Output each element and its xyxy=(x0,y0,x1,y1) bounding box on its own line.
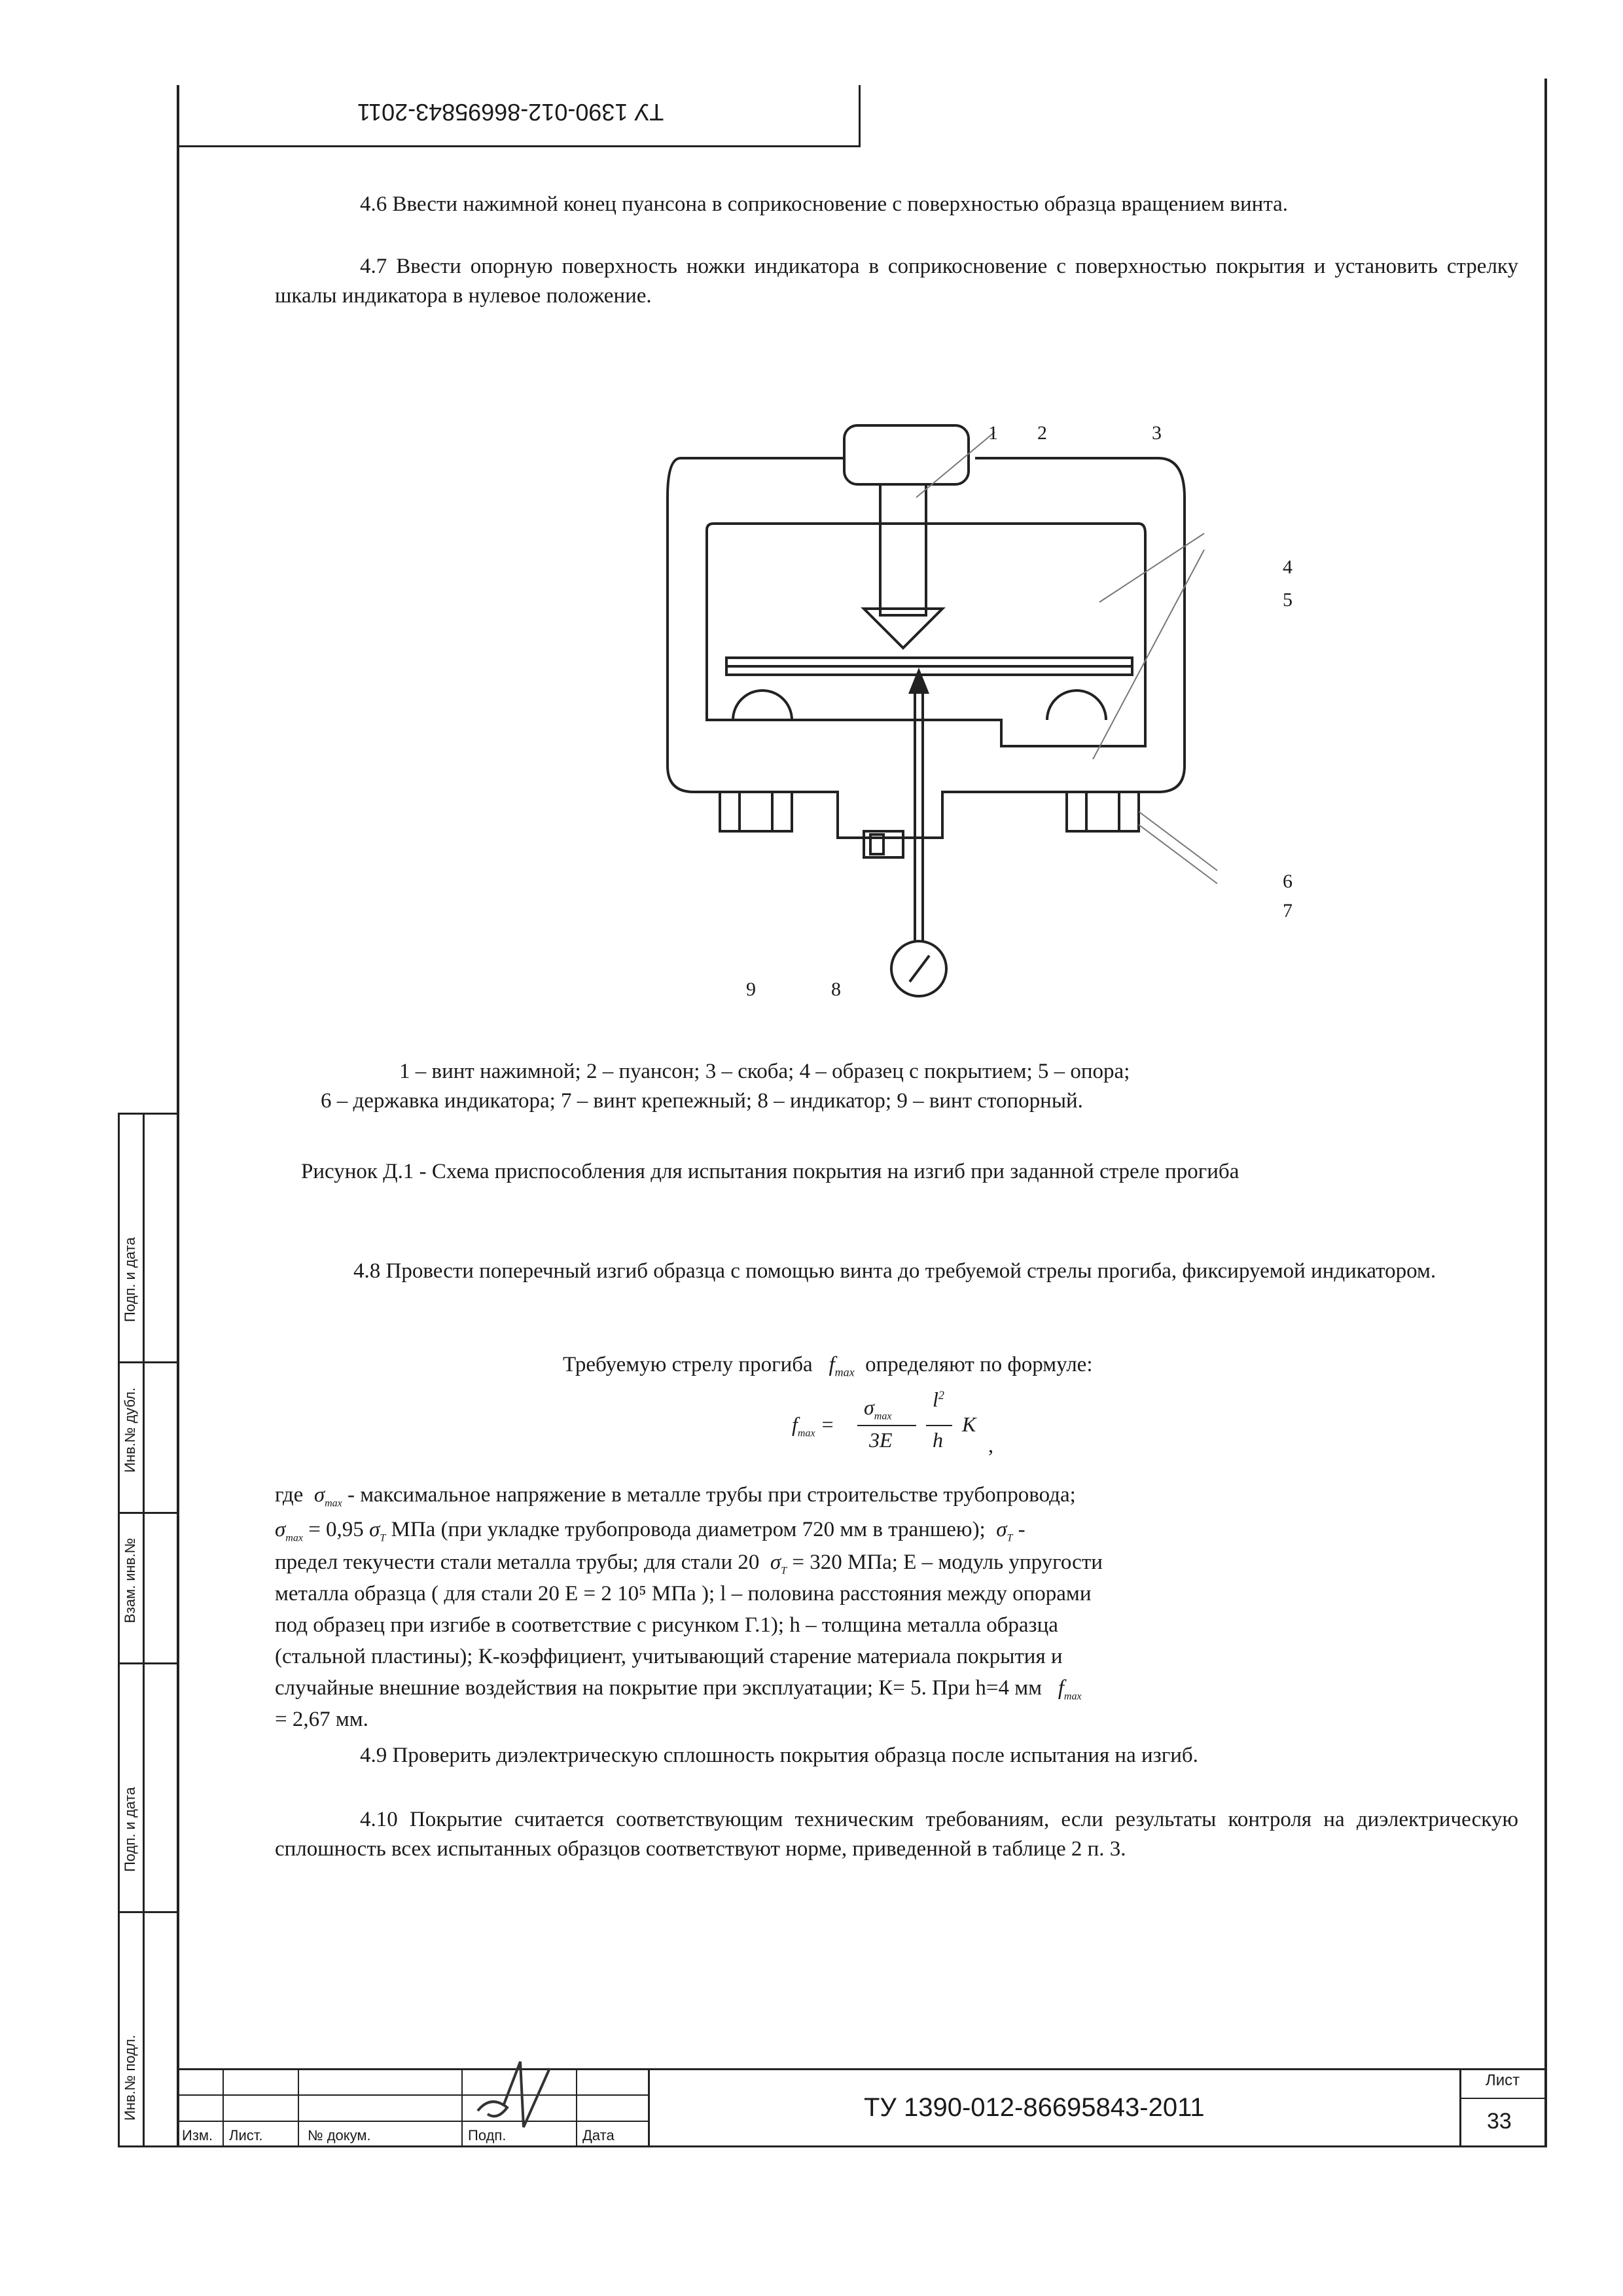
paragraph-4-7-text: 4.7 Ввести опорную поверхность ножки индикатора в соприкосновение с поверхностью покрытия и установить стрелку шкалы индикатора в нулевое положение. xyxy=(275,255,1518,308)
stamp-row-line-2 xyxy=(177,2121,648,2122)
figure-label-8: 8 xyxy=(831,978,841,1000)
paragraph-4-6 xyxy=(275,190,1518,219)
side-stamp-top xyxy=(118,1113,178,1115)
sigma-t-symbol: $\sigma_T$ xyxy=(369,1518,386,1544)
side-label-inv-dubl: Инв.№ дубл. xyxy=(122,1387,138,1473)
where-line-2 xyxy=(275,1515,1518,1553)
formula-intro-symbol: $f_{max}$ xyxy=(829,1353,855,1379)
stamp-label-izm: Изм. xyxy=(182,2127,213,2144)
frame-left-line xyxy=(177,85,179,2147)
side-label-vzam-inv: Взам. инв.№ xyxy=(122,1537,138,1623)
figure-label-1: 1 xyxy=(988,422,998,444)
where-line-1b: - максимальное напряжение в металле трубы при строительстве трубопровода; xyxy=(348,1483,1076,1507)
stamp-top-line xyxy=(177,2068,1547,2070)
stamp-sheet-line xyxy=(1459,2098,1547,2099)
header-box-right xyxy=(859,85,861,147)
deflection-formula: $f_{max}$ = $\sigma_{max}$ 3E $l^2$ h K , xyxy=(792,1388,993,1457)
stamp-label-data: Дата xyxy=(582,2127,615,2144)
side-stamp-left xyxy=(118,1113,120,2147)
paragraph-4-9: 4.9 Проверить диэлектрическую сплошность покрытия образца после испытания на изгиб. xyxy=(360,1744,1198,1767)
frame-bottom-line xyxy=(118,2145,1547,2147)
side-stamp-div-4 xyxy=(118,1911,178,1913)
side-stamp-div-3 xyxy=(118,1662,178,1664)
figure-label-4: 4 xyxy=(1283,556,1293,578)
where-line-1a: где xyxy=(275,1483,304,1507)
where-line-3a: предел текучести стали металла трубы; для стали 20 xyxy=(275,1551,760,1574)
where-line-3b: = 320 МПа; Е – модуль упругости xyxy=(792,1551,1103,1574)
stamp-label-podp: Подп. xyxy=(468,2127,507,2144)
side-stamp-div-1 xyxy=(118,1361,178,1363)
figure-label-9: 9 xyxy=(746,978,756,1000)
header-box-bottom xyxy=(177,145,861,147)
signature-mark xyxy=(471,2049,556,2140)
stamp-col-5 xyxy=(648,2068,650,2147)
side-stamp-div-2 xyxy=(118,1512,178,1514)
where-line-2b: МПа (при укладке трубопровода диаметром 720 мм в траншею); xyxy=(391,1518,986,1541)
figure-label-5: 5 xyxy=(1283,589,1293,611)
figure-label-2: 2 xyxy=(1037,422,1047,444)
stamp-col-3 xyxy=(461,2068,463,2147)
sigma-max-symbol-2: $\sigma_{max}$ xyxy=(275,1518,303,1544)
bending-fixture-diagram xyxy=(641,406,1329,1014)
figure-caption: Рисунок Д.1 - Схема приспособления для испытания покрытия на изгиб при заданной стреле прогиба xyxy=(301,1160,1240,1183)
paragraph-4-8: 4.8 Провести поперечный изгиб образца с помощью винта до требуемой стрелы прогиба, фиксируемой индикатором. xyxy=(353,1259,1436,1283)
stamp-row-line-1 xyxy=(177,2094,648,2096)
figure-label-7: 7 xyxy=(1283,900,1293,922)
stamp-label-list: Лист. xyxy=(229,2127,263,2144)
paragraph-4-6-text: 4.6 Ввести нажимной конец пуансона в соприкосновение с поверхностью образца вращением винта. xyxy=(360,192,1289,216)
side-label-podp-data-2: Подп. и дата xyxy=(122,1237,138,1322)
stamp-sheet-number: 33 xyxy=(1487,2109,1512,2134)
sigma-t-symbol-2: $\sigma_T$ - xyxy=(990,1518,1026,1544)
side-label-podp-data-1: Подп. и дата xyxy=(122,1787,138,1872)
figure-label-3: 3 xyxy=(1152,422,1162,444)
where-line-2a: = 0,95 xyxy=(308,1518,364,1541)
where-line-5: под образец при изгибе в соответствие с рисунком Г.1); h – толщина металла образца xyxy=(275,1613,1058,1637)
figure-legend-line-1: 1 – винт нажимной; 2 – пуансон; 3 – скоба; 4 – образец с покрытием; 5 – опора; xyxy=(399,1060,1130,1083)
side-stamp-mid xyxy=(143,1113,145,2147)
figure-label-6: 6 xyxy=(1283,870,1293,892)
where-line-1 xyxy=(275,1480,1518,1518)
stamp-col-2 xyxy=(298,2068,299,2147)
stamp-col-1 xyxy=(223,2068,224,2147)
header-code: ТУ 1390-012-86695843-2011 xyxy=(357,99,664,126)
formula-intro xyxy=(563,1350,1479,1388)
frame-right-line xyxy=(1544,79,1547,2147)
stamp-label-doc: № докум. xyxy=(308,2127,371,2144)
stamp-sheet-label: Лист xyxy=(1486,2072,1520,2089)
where-line-6: (стальной пластины); К-коэффициент, учитывающий старение материала покрытия и xyxy=(275,1645,1063,1668)
stamp-document-code: ТУ 1390-012-86695843-2011 xyxy=(864,2093,1205,2122)
side-label-inv-podl: Инв.№ подл. xyxy=(122,2035,138,2121)
paragraph-4-7 xyxy=(275,252,1518,311)
paragraph-4-10: 4.10 Покрытие считается соответствующим техническим требованиям, если результаты контроля на диэлектрическую сплошность всех испытанных образцов соответствуют норме, приведенной в таблице 2 п. 3. xyxy=(275,1808,1518,1861)
formula-intro-text-b: определяют по формуле: xyxy=(865,1353,1093,1376)
sigma-max-symbol: $\sigma_{max}$ xyxy=(308,1483,342,1509)
formula-intro-text-a: Требуемую стрелу прогиба xyxy=(563,1353,813,1376)
where-line-8: = 2,67 мм. xyxy=(275,1708,368,1731)
f-max-symbol: $f_{max}$ xyxy=(1047,1676,1082,1702)
where-line-4: металла образца ( для стали 20 Е = 2 10⁵ МПа ); l – половина расстояния между опорами xyxy=(275,1582,1092,1605)
stamp-col-4 xyxy=(576,2068,577,2147)
figure-legend-line-2: 6 – державка индикатора; 7 – винт крепежный; 8 – индикатор; 9 – винт стопорный. xyxy=(321,1089,1083,1113)
stamp-col-6 xyxy=(1459,2068,1461,2147)
sigma-t-symbol-3: $\sigma_T$ xyxy=(764,1551,787,1577)
where-line-7-text: случайные внешние воздействия на покрытие при эксплуатации; К= 5. При h=4 мм xyxy=(275,1676,1042,1700)
